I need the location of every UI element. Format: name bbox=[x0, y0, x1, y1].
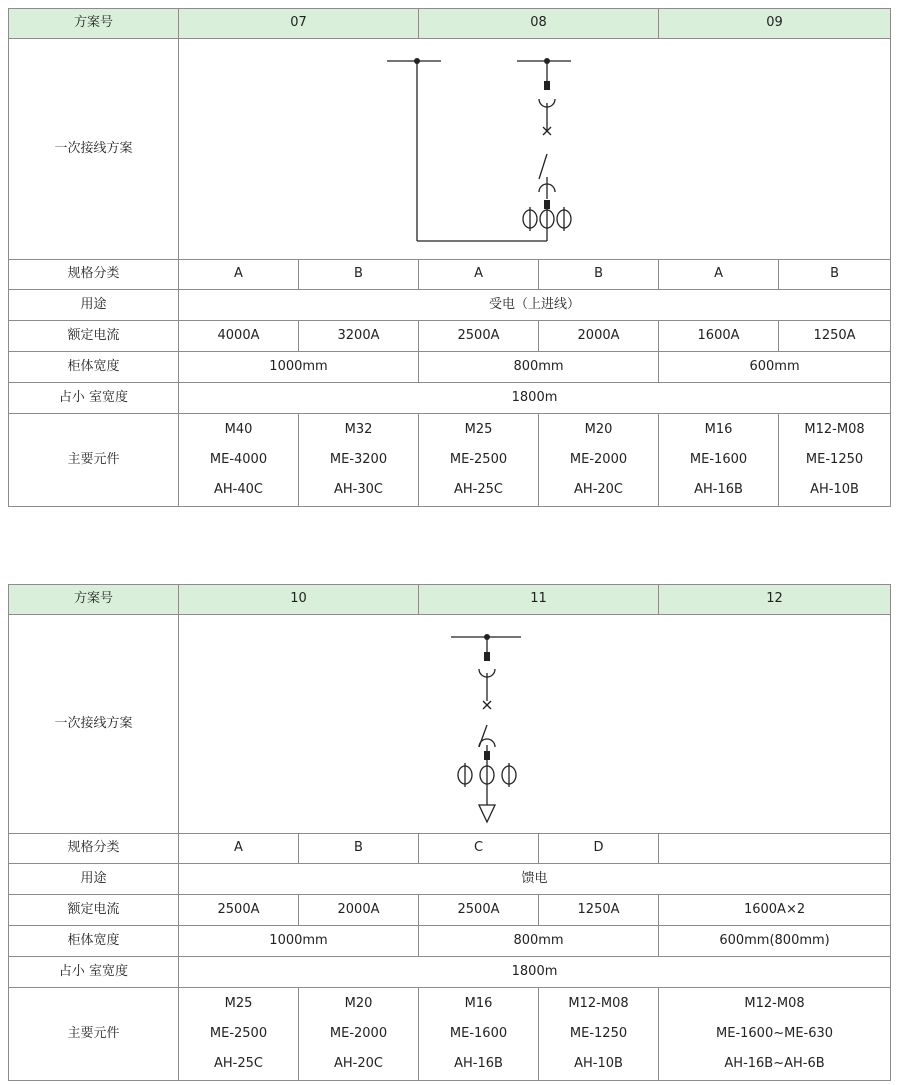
width-value: 1000mm bbox=[179, 352, 419, 383]
current-value: 2500A bbox=[419, 895, 539, 926]
current-label: 额定电流 bbox=[9, 321, 179, 352]
wiring-diagram-cell bbox=[179, 615, 891, 834]
scheme-11: 11 bbox=[419, 585, 659, 615]
component-cell: M12-M08 ME-1600~ME-630 AH-16B~AH-6B bbox=[659, 988, 891, 1081]
scheme-table-07-09 bbox=[8, 8, 891, 507]
scheme-09: 09 bbox=[659, 9, 891, 39]
width-label: 柜体宽度 bbox=[9, 926, 179, 957]
width-value: 800mm bbox=[419, 352, 659, 383]
component-cell: M25 ME-2500 AH-25C bbox=[179, 988, 299, 1081]
spec-value: B bbox=[779, 260, 891, 290]
wiring-diagram-feeder bbox=[179, 615, 889, 833]
scheme-08: 08 bbox=[419, 9, 659, 39]
diagram-row bbox=[9, 615, 891, 834]
current-value: 2000A bbox=[539, 321, 659, 352]
spec-value: C bbox=[419, 834, 539, 864]
usage-row bbox=[9, 864, 891, 895]
breaker-switch bbox=[539, 154, 547, 179]
component-cell: M25 ME-2500 AH-25C bbox=[419, 414, 539, 507]
width-value: 600mm bbox=[659, 352, 891, 383]
current-value: 1250A bbox=[779, 321, 891, 352]
diagram-row bbox=[9, 39, 891, 260]
room-label: 占小 室宽度 bbox=[9, 957, 179, 988]
components-row bbox=[9, 988, 891, 1081]
width-value: 600mm(800mm) bbox=[659, 926, 891, 957]
current-value: 4000A bbox=[179, 321, 299, 352]
diagram-label: 一次接线方案 bbox=[9, 39, 179, 260]
diagram-label: 一次接线方案 bbox=[9, 615, 179, 834]
usage-label: 用途 bbox=[9, 290, 179, 321]
scheme-table-10-12 bbox=[8, 584, 891, 1081]
component-cell: M32 ME-3200 AH-30C bbox=[299, 414, 419, 507]
usage-row bbox=[9, 290, 891, 321]
spec-row bbox=[9, 260, 891, 290]
usage-label: 用途 bbox=[9, 864, 179, 895]
usage-value: 受电（上进线） bbox=[179, 290, 891, 321]
spec-label: 规格分类 bbox=[9, 260, 179, 290]
header-row bbox=[9, 9, 891, 39]
component-cell: M20 ME-2000 AH-20C bbox=[299, 988, 419, 1081]
room-row bbox=[9, 383, 891, 414]
width-row bbox=[9, 926, 891, 957]
spec-value: B bbox=[299, 834, 419, 864]
components-label: 主要元件 bbox=[9, 414, 179, 507]
room-row bbox=[9, 957, 891, 988]
spec-value: A bbox=[419, 260, 539, 290]
spec-value: A bbox=[179, 834, 299, 864]
current-label: 额定电流 bbox=[9, 895, 179, 926]
spec-label: 规格分类 bbox=[9, 834, 179, 864]
component-cell: M16 ME-1600 AH-16B bbox=[419, 988, 539, 1081]
outgoing-feeder-arrow bbox=[479, 805, 495, 822]
current-value: 3200A bbox=[299, 321, 419, 352]
spec-value: A bbox=[659, 260, 779, 290]
spec-row bbox=[9, 834, 891, 864]
spec-value: D bbox=[539, 834, 659, 864]
current-value: 1600A bbox=[659, 321, 779, 352]
header-row bbox=[9, 585, 891, 615]
spec-value: A bbox=[179, 260, 299, 290]
component-cell: M12-M08 ME-1250 AH-10B bbox=[539, 988, 659, 1081]
wiring-diagram-incoming bbox=[179, 39, 889, 259]
scheme-number-label: 方案号 bbox=[9, 9, 179, 39]
width-value: 1000mm bbox=[179, 926, 419, 957]
current-row bbox=[9, 895, 891, 926]
current-value: 2500A bbox=[179, 895, 299, 926]
current-value: 2500A bbox=[419, 321, 539, 352]
component-cell: M40 ME-4000 AH-40C bbox=[179, 414, 299, 507]
scheme-number-label: 方案号 bbox=[9, 585, 179, 615]
component-cell: M16 ME-1600 AH-16B bbox=[659, 414, 779, 507]
scheme-10: 10 bbox=[179, 585, 419, 615]
components-row bbox=[9, 414, 891, 507]
room-label: 占小 室宽度 bbox=[9, 383, 179, 414]
usage-value: 馈电 bbox=[179, 864, 891, 895]
width-row bbox=[9, 352, 891, 383]
room-value: 1800m bbox=[179, 383, 891, 414]
wiring-diagram-cell bbox=[179, 39, 891, 260]
scheme-07: 07 bbox=[179, 9, 419, 39]
spec-value bbox=[659, 834, 891, 864]
spec-value: B bbox=[539, 260, 659, 290]
current-value: 1250A bbox=[539, 895, 659, 926]
width-label: 柜体宽度 bbox=[9, 352, 179, 383]
component-cell: M12-M08 ME-1250 AH-10B bbox=[779, 414, 891, 507]
current-value: 2000A bbox=[299, 895, 419, 926]
component-cell: M20 ME-2000 AH-20C bbox=[539, 414, 659, 507]
current-row bbox=[9, 321, 891, 352]
spec-value: B bbox=[299, 260, 419, 290]
width-value: 800mm bbox=[419, 926, 659, 957]
room-value: 1800m bbox=[179, 957, 891, 988]
current-value: 1600A×2 bbox=[659, 895, 891, 926]
components-label: 主要元件 bbox=[9, 988, 179, 1081]
scheme-12: 12 bbox=[659, 585, 891, 615]
